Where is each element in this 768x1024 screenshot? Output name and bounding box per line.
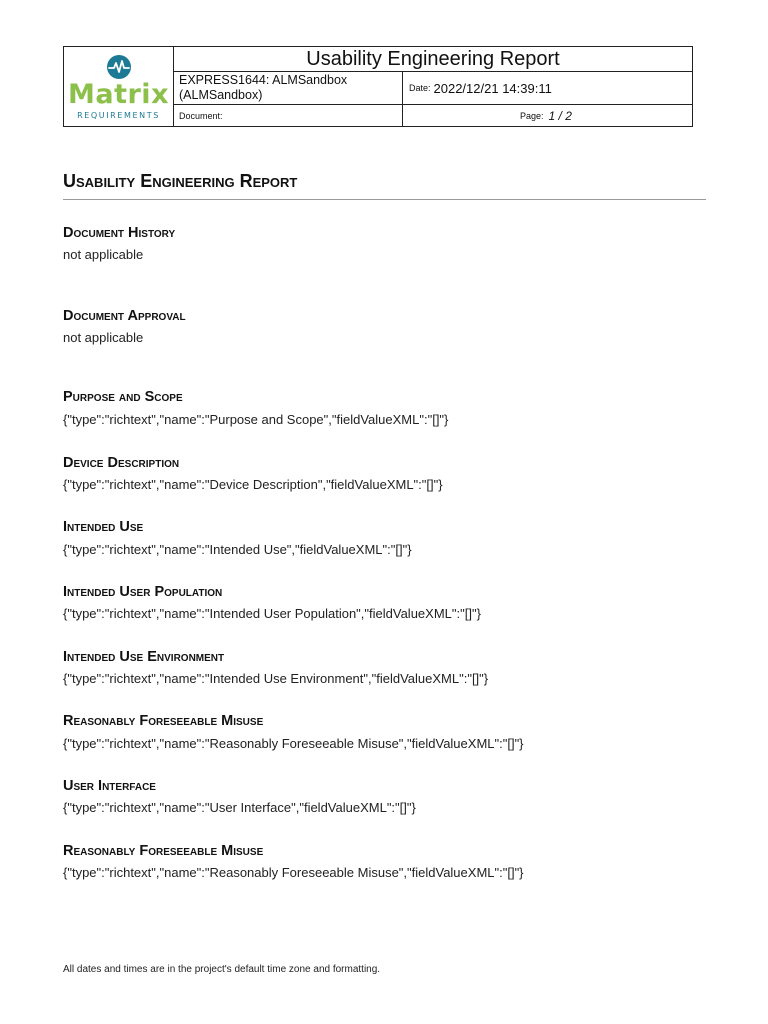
section-heading-reasonably-foreseeable-misuse: Reasonably Foreseeable Misuse [63,713,264,729]
header-title: Usability Engineering Report [174,47,692,72]
project-line-1: EXPRESS1644: ALMSandbox [179,73,348,87]
section-body-intended-user-population: {"type":"richtext","name":"Intended User Population","fieldValueXML":"[]"} [63,606,481,621]
section-body-reasonably-foreseeable-misuse-2: {"type":"richtext","name":"Reasonably Foreseeable Misuse","fieldValueXML":"[]"} [63,865,524,880]
logo-subtitle: REQUIREMENTS [77,110,160,120]
date-value: 2022/12/21 14:39:11 [433,80,552,96]
project-name [174,72,403,104]
section-body-intended-use-environment: {"type":"richtext","name":"Intended Use Environment","fieldValueXML":"[]"} [63,671,489,686]
section-heading-purpose-and-scope: Purpose and Scope [63,389,183,405]
date-label: Date: [409,83,431,93]
section-heading-intended-use: Intended Use [63,519,144,535]
project-line-2: (ALMSandbox) [179,88,263,102]
page-label: Page: [520,110,544,121]
page-indicator [403,105,692,126]
document-title: Usability Engineering Report [63,171,298,191]
header-info [174,47,692,126]
title-divider [63,199,706,200]
report-header [63,46,693,127]
header-date [403,72,692,104]
header-document-row [174,105,692,126]
logo-wordmark: Matrix [68,78,169,110]
section-heading-reasonably-foreseeable-misuse-2: Reasonably Foreseeable Misuse [63,843,264,859]
section-body-purpose-and-scope: {"type":"richtext","name":"Purpose and Scope","fieldValueXML":"[]"} [63,412,449,427]
section-heading-document-approval: Document Approval [63,308,186,324]
section-body-document-approval: not applicable [63,330,144,345]
heartbeat-logo-icon [106,54,132,80]
section-body-reasonably-foreseeable-misuse: {"type":"richtext","name":"Reasonably Foreseeable Misuse","fieldValueXML":"[]"} [63,736,524,751]
section-heading-user-interface: User Interface [63,778,156,794]
section-heading-device-description: Device Description [63,455,180,471]
document-label: Document: [174,105,403,126]
section-body-document-history: not applicable [63,247,144,262]
footer-note: All dates and times are in the project's default time zone and formatting. [63,964,381,975]
section-heading-document-history: Document History [63,225,176,241]
section-heading-intended-user-population: Intended User Population [63,584,223,600]
company-logo [64,47,174,126]
section-body-device-description: {"type":"richtext","name":"Device Description","fieldValueXML":"[]"} [63,477,443,492]
page-number: 1 / 2 [548,108,572,123]
section-body-intended-use: {"type":"richtext","name":"Intended Use","fieldValueXML":"[]"} [63,542,412,557]
header-project-row [174,72,692,105]
section-heading-intended-use-environment: Intended Use Environment [63,649,225,665]
section-body-user-interface: {"type":"richtext","name":"User Interface","fieldValueXML":"[]"} [63,800,416,815]
